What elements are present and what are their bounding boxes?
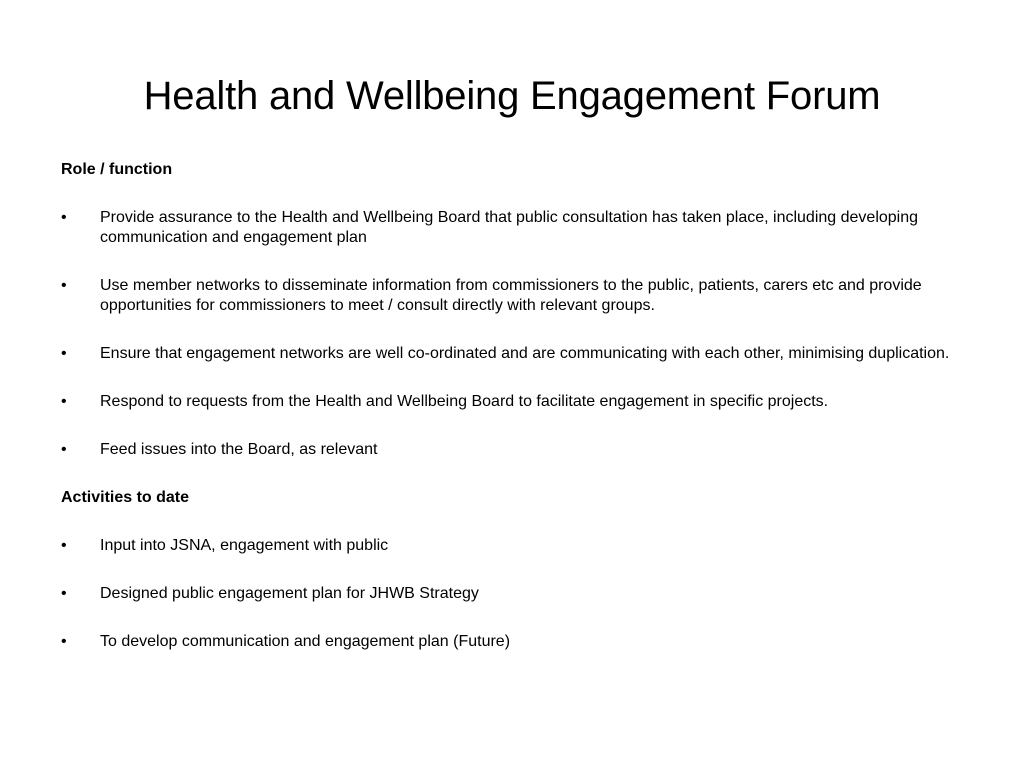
bullet-text: Input into JSNA, engagement with public: [100, 537, 389, 554]
bullet-text: Designed public engagement plan for JHWB Strategy: [100, 585, 479, 602]
bullet-item: [61, 392, 961, 412]
bullet-item: [61, 276, 961, 316]
bullet-icon: •: [61, 209, 67, 226]
bullet-text: Provide assurance to the Health and Wellbeing Board that public consultation has taken place, including developing communication and engagement plan: [100, 209, 919, 246]
slide-body: [61, 160, 961, 652]
section-heading-activities: Activities to date: [61, 489, 190, 506]
bullet-item: [61, 584, 961, 604]
section-heading-role: Role / function: [61, 161, 173, 178]
bullet-item: [61, 440, 961, 460]
bullet-icon: •: [61, 393, 67, 410]
bullet-text: Use member networks to disseminate information from commissioners to the public, patients, carers etc and provide opportunities for commissioners to meet / consult directly with relevant groups.: [100, 277, 922, 314]
bullet-icon: •: [61, 277, 67, 294]
bullet-text: Respond to requests from the Health and Wellbeing Board to facilitate engagement in specific projects.: [100, 393, 829, 410]
bullet-item: [61, 344, 961, 364]
bullet-item: [61, 208, 961, 248]
bullet-icon: •: [61, 633, 67, 650]
slide-title: Health and Wellbeing Engagement Forum: [143, 74, 881, 118]
bullet-icon: •: [61, 345, 67, 362]
bullet-item: [61, 536, 961, 556]
bullet-text: Ensure that engagement networks are well co-ordinated and are communicating with each other, minimising duplication.: [100, 345, 950, 362]
bullet-icon: •: [61, 441, 67, 458]
bullet-icon: •: [61, 585, 67, 602]
bullet-icon: •: [61, 537, 67, 554]
bullet-text: To develop communication and engagement plan (Future): [100, 633, 511, 650]
bullet-text: Feed issues into the Board, as relevant: [100, 441, 378, 458]
bullet-item: [61, 632, 961, 652]
